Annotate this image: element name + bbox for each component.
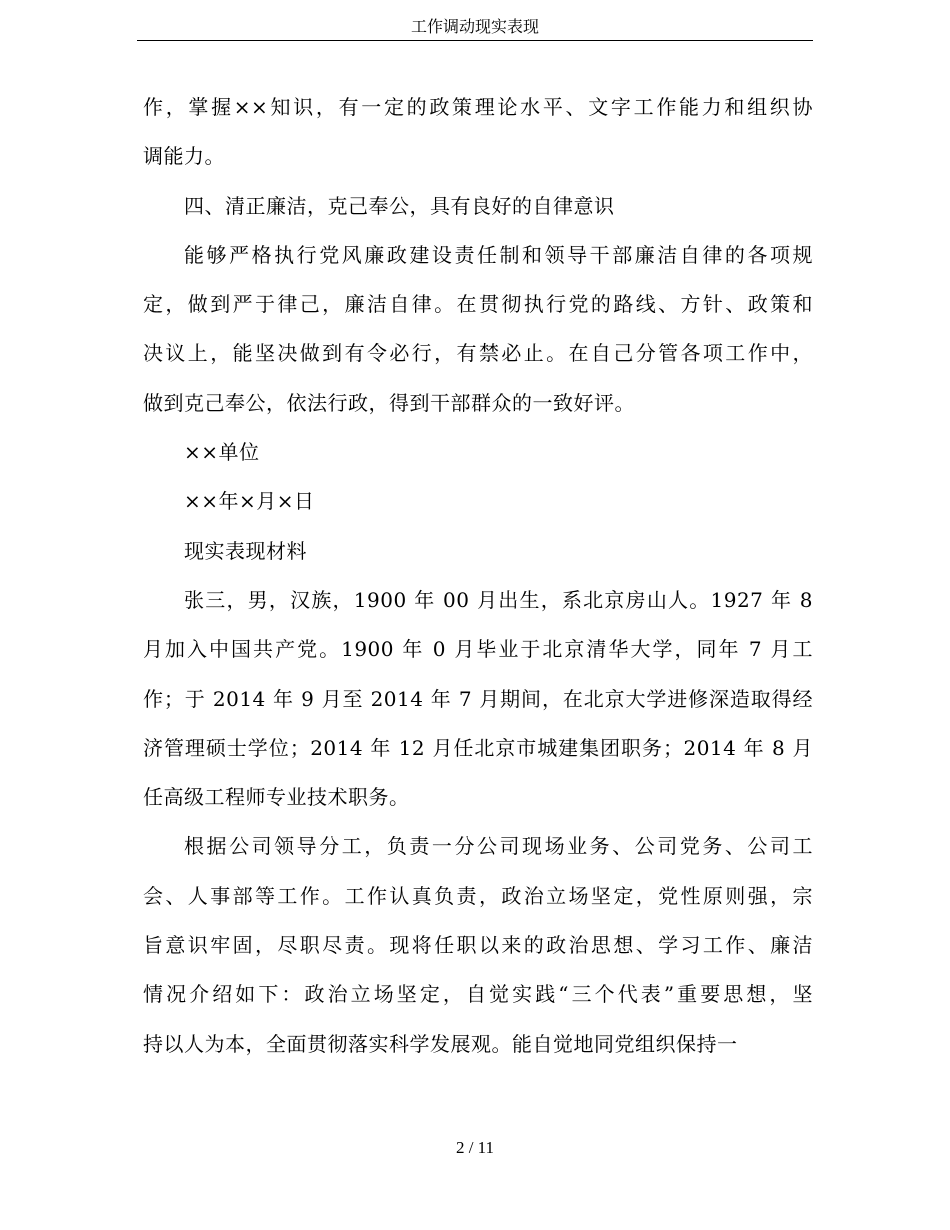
signature-unit: ××单位 bbox=[184, 440, 260, 465]
body-line: 情况介绍如下：政治立场坚定，自觉实践“三个代表”重要思想，坚 bbox=[143, 982, 813, 1007]
section-heading: 四、清正廉洁，克己奉公，具有良好的自律意识 bbox=[184, 193, 615, 218]
body-line: 济管理硕士学位；2014 年 12 月任北京市城建集团职务；2014 年 8 月 bbox=[143, 735, 813, 760]
body-line: 能够严格执行党风廉政建设责任制和领导干部廉洁自律的各项规 bbox=[184, 242, 813, 267]
body-line: 做到克己奉公，依法行政，得到干部群众的一致好评。 bbox=[143, 390, 635, 415]
body-line: 月加入中国共产党。1900 年 0 月毕业于北京清华大学，同年 7 月工 bbox=[143, 637, 813, 662]
page-header-title: 工作调动现实表现 bbox=[410, 17, 539, 36]
body-line: 调能力。 bbox=[143, 144, 225, 169]
header-divider bbox=[137, 40, 813, 41]
body-line: 定，做到严于律己，廉洁自律。在贯彻执行党的路线、方针、政策和 bbox=[143, 292, 813, 317]
body-line: 会、人事部等工作。工作认真负责，政治立场坚定，党性原则强，宗 bbox=[143, 883, 813, 908]
document-body bbox=[143, 83, 813, 1069]
signature-date: ××年×月×日 bbox=[184, 489, 315, 514]
body-line: 任高级工程师专业技术职务。 bbox=[143, 785, 410, 810]
body-line: 张三，男，汉族，1900 年 00 月出生，系北京房山人。1927 年 8 bbox=[184, 587, 813, 612]
body-line: 决议上，能坚决做到有令必行，有禁必止。在自己分管各项工作中， bbox=[143, 341, 813, 366]
body-line: 根据公司领导分工，负责一分公司现场业务、公司党务、公司工 bbox=[184, 834, 813, 859]
body-line: 作；于 2014 年 9 月至 2014 年 7 月期间，在北京大学进修深造取得经 bbox=[143, 686, 813, 711]
section-title: 现实表现材料 bbox=[184, 538, 307, 563]
body-line: 持以人为本，全面贯彻落实科学发展观。能自觉地同党组织保持一 bbox=[143, 1031, 738, 1056]
body-line: 旨意识牢固，尽职尽责。现将任职以来的政治思想、学习工作、廉洁 bbox=[143, 933, 813, 958]
body-line: 作，掌握××知识，有一定的政策理论水平、文字工作能力和组织协 bbox=[143, 95, 813, 119]
page-number: 2 / 11 bbox=[455, 1138, 495, 1157]
